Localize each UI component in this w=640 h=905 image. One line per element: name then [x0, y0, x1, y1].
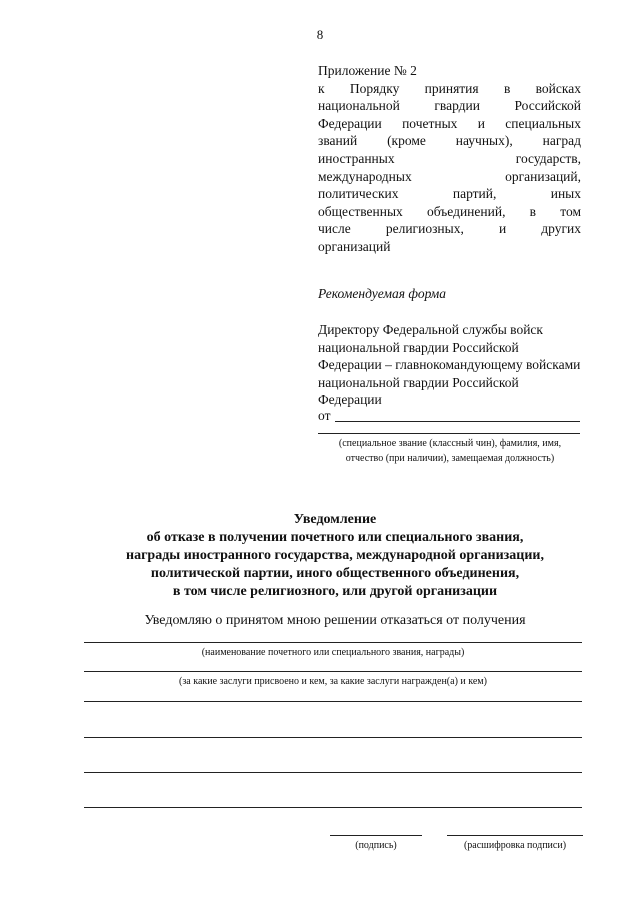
from-caption [310, 436, 590, 466]
signature-caption: (подпись) [355, 840, 397, 851]
blank-line[interactable] [84, 701, 582, 702]
annex-line: международных организаций, [318, 168, 581, 184]
annex-line: общественных объединений, в том [318, 203, 581, 219]
annex-line: политических партий, иных [318, 186, 581, 202]
signature-decoding-line[interactable] [447, 835, 583, 836]
annex-line: Федерации почетных и специальных [318, 115, 581, 131]
annex-line: организаций [318, 238, 391, 254]
signature-decoding-caption: (расшифровка подписи) [463, 840, 567, 851]
from-row [318, 408, 580, 424]
heading-title: Уведомление [293, 512, 377, 527]
blank-line[interactable] [84, 737, 582, 738]
from-caption-line-1: (специальное звание (классный чин), фамилия, имя, [338, 438, 562, 449]
award-name-line[interactable] [84, 642, 582, 643]
blank-line[interactable] [84, 807, 582, 808]
annex-block [318, 62, 581, 256]
recommended-form-label: Рекомендуемая форма [318, 286, 447, 301]
statement-text: Уведомляю о принятом мною решении отказаться от получения [144, 613, 526, 628]
annex-line: числе религиозных, и других [318, 221, 581, 237]
heading-line: в том числе религиозного, или другой организации [172, 584, 498, 599]
document-heading [60, 511, 610, 601]
award-name-caption: (наименование почетного или специального звания, награды) [201, 647, 465, 658]
from-caption-line-2: отчество (при наличии), замещаемая должность) [345, 453, 555, 464]
merits-line[interactable] [84, 671, 582, 672]
from-fill-line[interactable] [335, 421, 580, 422]
signature-line[interactable] [330, 835, 422, 836]
annex-line: иностранных государств, [318, 150, 581, 166]
annex-line: национальной гвардии Российской [318, 98, 581, 114]
blank-line[interactable] [84, 772, 582, 773]
page-number: 8 [316, 27, 324, 42]
from-label: от [318, 408, 331, 423]
heading-line: награды иностранного государства, международной организации, [126, 548, 544, 563]
annex-title: Приложение № 2 [318, 63, 417, 78]
merits-caption: (за какие заслуги присвоено и кем, за какие заслуги награжден(а) и кем) [179, 676, 487, 687]
annex-line: званий (кроме научных), наград [318, 133, 581, 149]
from-fill-line-2[interactable] [318, 433, 580, 434]
heading-line: политической партии, иного общественного объединения, [150, 566, 520, 581]
addressee-text: Директору Федеральной службы войск национальной гвардии Российской Федерации – главнокомандующему войсками национальной гвардии Российской Федерации [318, 322, 581, 407]
heading-line: об отказе в получении почетного или специального звания, [146, 530, 524, 545]
annex-line: к Порядку принятия в войсках [318, 80, 581, 96]
